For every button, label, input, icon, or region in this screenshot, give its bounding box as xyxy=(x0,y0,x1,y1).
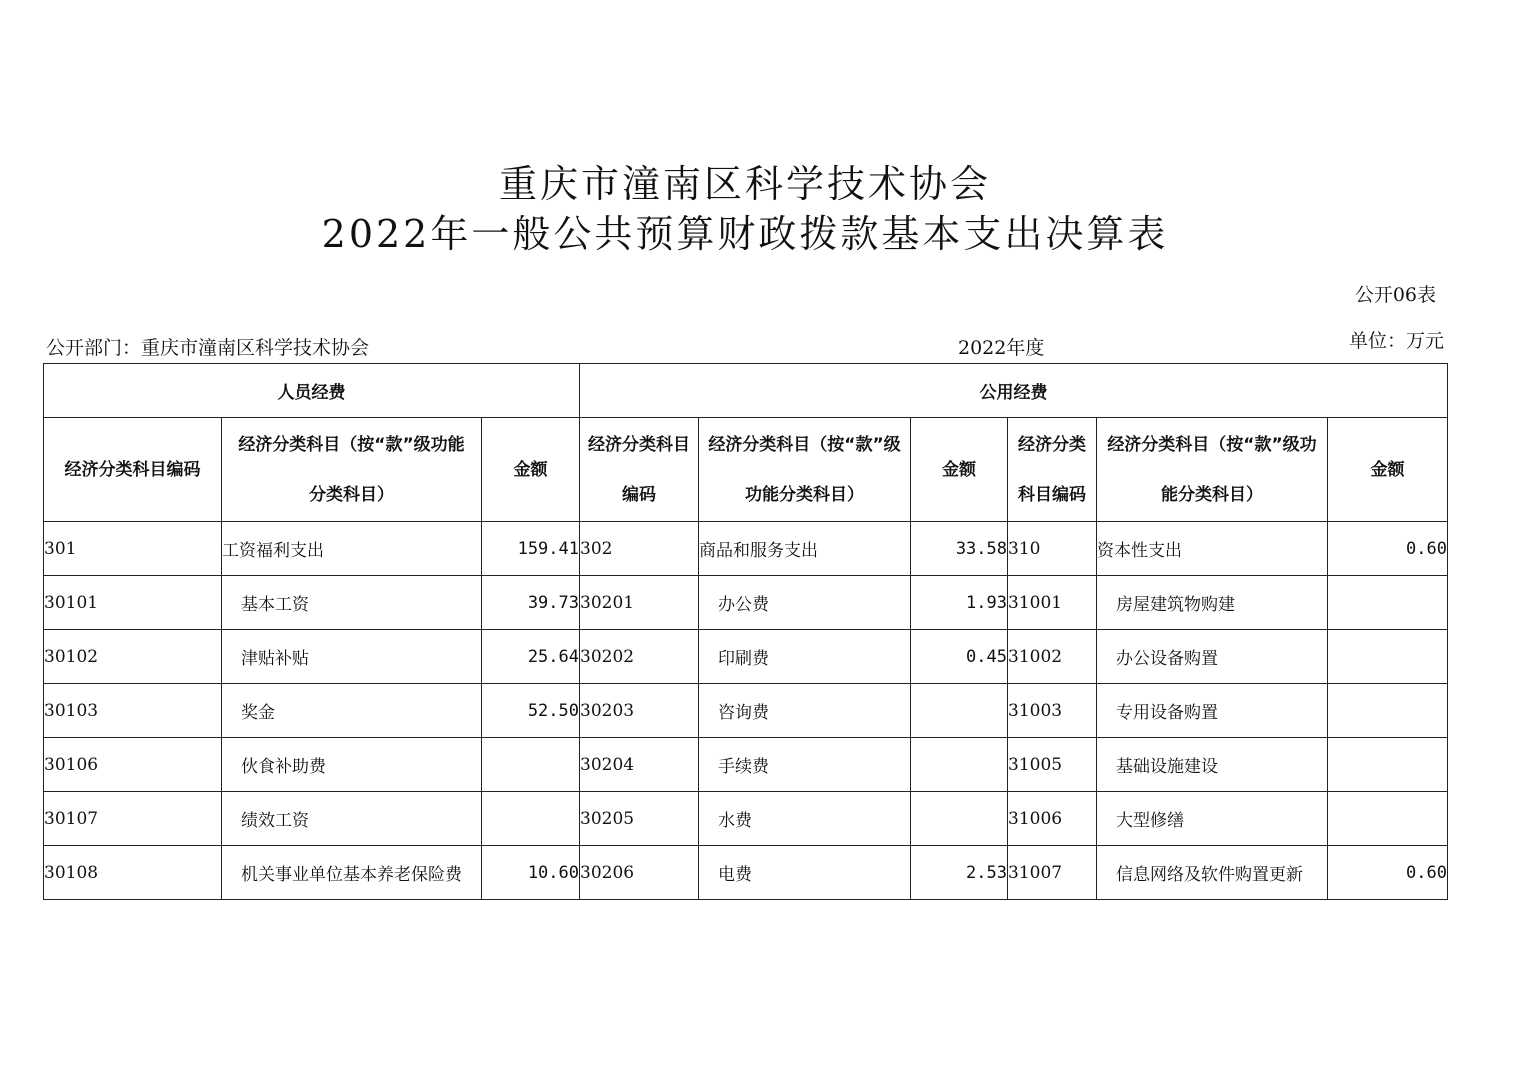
goods-amount-cell xyxy=(911,738,1008,792)
fiscal-year: 2022年度 xyxy=(958,337,1045,359)
capital-name-cell: 办公设备购置 xyxy=(1097,630,1328,684)
personnel-code-cell: 30102 xyxy=(44,630,222,684)
personnel-code-cell: 301 xyxy=(44,522,222,576)
col-header-goods-name: 经济分类科目（按“款”级 功能分类科目） xyxy=(699,418,911,522)
personnel-amount-cell: 52.50 xyxy=(482,684,580,738)
col-header-goods-amount: 金额 xyxy=(911,418,1008,522)
personnel-expense-header: 人员经费 xyxy=(44,364,580,418)
goods-amount-cell xyxy=(911,684,1008,738)
personnel-code-cell: 30108 xyxy=(44,846,222,900)
capital-name-cell: 房屋建筑物购建 xyxy=(1097,576,1328,630)
personnel-name-cell: 伙食补助费 xyxy=(222,738,482,792)
col-header-capital-amount: 金额 xyxy=(1328,418,1448,522)
table-row xyxy=(44,522,1448,576)
goods-code-cell: 302 xyxy=(580,522,699,576)
personnel-code-cell: 30101 xyxy=(44,576,222,630)
form-number: 公开06表 xyxy=(1354,284,1436,306)
table-row xyxy=(44,846,1448,900)
capital-code-cell: 31001 xyxy=(1008,576,1097,630)
goods-amount-cell: 0.45 xyxy=(911,630,1008,684)
capital-name-cell: 资本性支出 xyxy=(1097,522,1328,576)
department-label: 公开部门：重庆市潼南区科学技术协会 xyxy=(46,337,370,359)
capital-code-cell: 31002 xyxy=(1008,630,1097,684)
goods-code-cell: 30204 xyxy=(580,738,699,792)
goods-name-cell: 商品和服务支出 xyxy=(699,522,911,576)
document-subtitle: 2022年一般公共预算财政拨款基本支出决算表 xyxy=(321,212,1169,256)
goods-amount-cell xyxy=(911,792,1008,846)
personnel-code-cell: 30106 xyxy=(44,738,222,792)
capital-code-cell: 310 xyxy=(1008,522,1097,576)
personnel-name-cell: 绩效工资 xyxy=(222,792,482,846)
goods-code-cell: 30206 xyxy=(580,846,699,900)
personnel-name-cell: 机关事业单位基本养老保险费 xyxy=(222,846,482,900)
goods-name-cell: 手续费 xyxy=(699,738,911,792)
personnel-amount-cell: 10.60 xyxy=(482,846,580,900)
col-header-personnel-name: 经济分类科目（按“款”级功能 分类科目） xyxy=(222,418,482,522)
personnel-amount-cell xyxy=(482,738,580,792)
col-header-capital-name: 经济分类科目（按“款”级功 能分类科目） xyxy=(1097,418,1328,522)
document-title: 重庆市潼南区科学技术协会 xyxy=(498,162,991,206)
goods-name-cell: 咨询费 xyxy=(699,684,911,738)
capital-name-cell: 信息网络及软件购置更新 xyxy=(1097,846,1328,900)
col-header-personnel-amount: 金额 xyxy=(482,418,580,522)
capital-amount-cell: 0.60 xyxy=(1328,846,1448,900)
capital-amount-cell: 0.60 xyxy=(1328,522,1448,576)
capital-amount-cell xyxy=(1328,738,1448,792)
goods-code-cell: 30203 xyxy=(580,684,699,738)
goods-amount-cell: 2.53 xyxy=(911,846,1008,900)
goods-code-cell: 30205 xyxy=(580,792,699,846)
table-row xyxy=(44,738,1448,792)
personnel-amount-cell xyxy=(482,792,580,846)
goods-name-cell: 印刷费 xyxy=(699,630,911,684)
col-header-personnel-code: 经济分类科目编码 xyxy=(44,418,222,522)
col-header-capital-code: 经济分类 科目编码 xyxy=(1008,418,1097,522)
goods-name-cell: 电费 xyxy=(699,846,911,900)
personnel-code-cell: 30103 xyxy=(44,684,222,738)
capital-name-cell: 基础设施建设 xyxy=(1097,738,1328,792)
budget-table xyxy=(43,363,1448,900)
personnel-amount-cell: 39.73 xyxy=(482,576,580,630)
table-row xyxy=(44,792,1448,846)
unit-label: 单位：万元 xyxy=(1348,330,1444,352)
personnel-name-cell: 工资福利支出 xyxy=(222,522,482,576)
personnel-amount-cell: 25.64 xyxy=(482,630,580,684)
capital-amount-cell xyxy=(1328,684,1448,738)
col-header-goods-code: 经济分类科目 编码 xyxy=(580,418,699,522)
personnel-amount-cell: 159.41 xyxy=(482,522,580,576)
personnel-name-cell: 津贴补贴 xyxy=(222,630,482,684)
capital-amount-cell xyxy=(1328,576,1448,630)
capital-code-cell: 31006 xyxy=(1008,792,1097,846)
table-row xyxy=(44,684,1448,738)
goods-code-cell: 30202 xyxy=(580,630,699,684)
capital-amount-cell xyxy=(1328,792,1448,846)
capital-code-cell: 31005 xyxy=(1008,738,1097,792)
goods-amount-cell: 33.58 xyxy=(911,522,1008,576)
capital-name-cell: 大型修缮 xyxy=(1097,792,1328,846)
personnel-name-cell: 基本工资 xyxy=(222,576,482,630)
goods-name-cell: 水费 xyxy=(699,792,911,846)
capital-name-cell: 专用设备购置 xyxy=(1097,684,1328,738)
public-expense-header: 公用经费 xyxy=(580,364,1448,418)
personnel-code-cell: 30107 xyxy=(44,792,222,846)
table-row xyxy=(44,630,1448,684)
capital-code-cell: 31003 xyxy=(1008,684,1097,738)
capital-amount-cell xyxy=(1328,630,1448,684)
goods-name-cell: 办公费 xyxy=(699,576,911,630)
personnel-name-cell: 奖金 xyxy=(222,684,482,738)
capital-code-cell: 31007 xyxy=(1008,846,1097,900)
goods-code-cell: 30201 xyxy=(580,576,699,630)
table-row xyxy=(44,576,1448,630)
goods-amount-cell: 1.93 xyxy=(911,576,1008,630)
